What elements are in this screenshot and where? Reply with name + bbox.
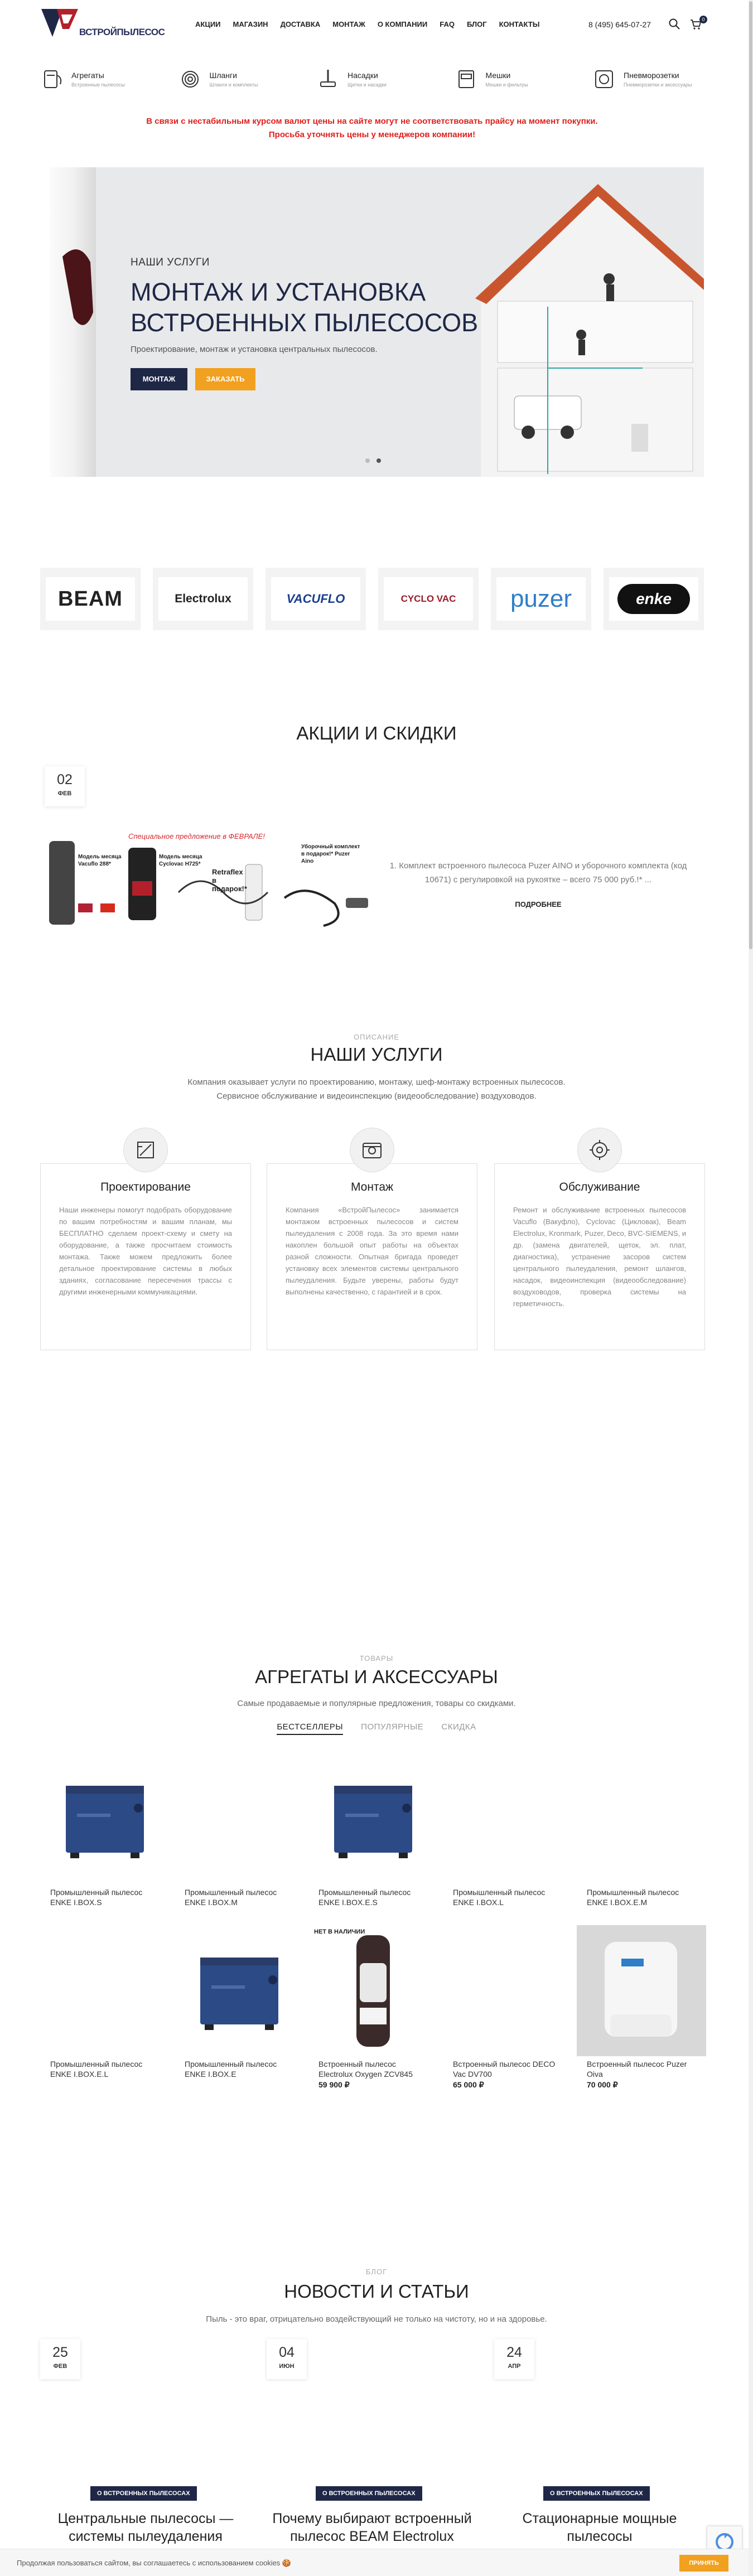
category-nozzles[interactable]	[316, 62, 428, 96]
product-card[interactable]	[308, 1753, 438, 1920]
out-of-stock-badge: НЕТ В НАЛИЧИИ	[314, 1929, 365, 1935]
service-title: Монтаж	[350, 1181, 394, 1193]
cart-count-badge: 0	[699, 16, 707, 23]
news-title: НОВОСТИ И СТАТЬИ	[284, 2281, 469, 2302]
header-phone[interactable]: 8 (495) 645-07-27	[588, 20, 651, 29]
date-day: 02	[57, 772, 73, 787]
category-subtitle: Шланги и комплекты	[209, 82, 258, 88]
services-description	[0, 1075, 753, 1103]
design-icon	[123, 1128, 168, 1172]
nav-item-contacts[interactable]: КОНТАКТЫ	[499, 20, 540, 28]
promo-more-link[interactable]: ПОДРОБНЕЕ	[515, 900, 562, 908]
notice-line-2: Просьба уточнять цены у менеджеров компании!	[268, 130, 476, 139]
service-card-installation[interactable]	[267, 1163, 477, 1350]
product-image[interactable]	[40, 1753, 170, 1884]
search-icon[interactable]	[668, 18, 680, 30]
news-title-line: Почему выбирают встроенный	[272, 2511, 472, 2526]
promo-image[interactable]	[45, 831, 374, 943]
product-name[interactable]: Промышленный пылесос ENKE I.BOX.E.M	[587, 1888, 679, 1907]
nav-item-blog[interactable]: БЛОГ	[466, 20, 487, 28]
date-day: 24	[506, 2345, 522, 2360]
services-title: НАШИ УСЛУГИ	[310, 1044, 443, 1065]
brand-puzer[interactable]	[491, 568, 591, 630]
news-date-1	[40, 2339, 80, 2379]
category-subtitle: Щетки и насадки	[347, 82, 387, 88]
cookie-text: Продолжая пользоваться сайтом, вы соглашаетесь с использованием cookies 🍪	[17, 2559, 292, 2567]
category-sockets[interactable]	[592, 62, 704, 96]
nav-item-delivery[interactable]: ДОСТАВКА	[280, 20, 321, 28]
services-desc-line-1: Компания оказывает услуги по проектированию, монтажу, шеф-монтажу встроенных пылесосов.	[187, 1077, 566, 1087]
brand-vacuflo[interactable]	[266, 568, 366, 630]
brand-name: CYCLO VAC	[400, 593, 456, 604]
hero-slider	[40, 167, 704, 477]
services-desc-line-2: Сервисное обслуживание и видеоинспекцию (видеообследование) воздуховодов.	[216, 1091, 537, 1101]
brand-logos	[40, 568, 704, 630]
news-title-line: системы пылеудаления	[69, 2529, 223, 2544]
news-overline: БЛОГ	[365, 2268, 388, 2276]
products-description: Самые продаваемые и популярные предложения, товары со скидками.	[237, 1699, 516, 1708]
products-overline: ТОВАРЫ	[359, 1654, 394, 1662]
product-card[interactable]	[40, 1753, 170, 1920]
promo-date	[45, 766, 85, 806]
product-card[interactable]	[175, 1925, 304, 2091]
category-hoses[interactable]	[178, 62, 290, 96]
maintenance-icon	[577, 1128, 622, 1172]
product-card[interactable]	[443, 1925, 572, 2091]
category-subtitle: Мешки и фильтры	[485, 82, 528, 88]
product-image[interactable]	[175, 1925, 304, 2056]
product-name[interactable]: Промышленный пылесос ENKE I.BOX.M	[185, 1888, 277, 1907]
tab-discount[interactable]: СКИДКА	[441, 1722, 476, 1732]
hero-description: Проектирование, монтаж и установка центральных пылесосов.	[131, 345, 378, 354]
hero-left-edge	[40, 167, 96, 477]
product-name[interactable]: Встроенный пылесос DECO Vac DV700	[453, 2060, 556, 2079]
nav-item-promos[interactable]: АКЦИИ	[195, 20, 221, 28]
product-image[interactable]	[40, 1925, 170, 2056]
service-text: Компания «ВстройПылесос» занимается монтажом встроенных пылесосов и систем пылеудаления с 2008 года. За это время нами накоплен большой опыт работы на объектах разной сложности. Опытная бригада проведет установку всех элементов системы центрального пылеудаления. Будьте уверены, работы будут выполнены качественно, с гарантией и в срок.	[286, 1206, 458, 1296]
service-title: Обслуживание	[559, 1181, 640, 1193]
brand-electrolux[interactable]	[153, 568, 253, 630]
tab-bestsellers[interactable]: БЕСТСЕЛЛЕРЫ	[277, 1722, 343, 1735]
promo-description: 1. Комплект встроенного пылесоса Puzer AINO и уборочного комплекта (код 10671) с регулировкой на рукоятке – всего 75 000 руб.!* ...	[389, 861, 687, 885]
product-name[interactable]: Промышленный пылесос ENKE I.BOX.E	[185, 2060, 277, 2079]
product-name[interactable]: Промышленный пылесос ENKE I.BOX.L	[453, 1888, 546, 1907]
slider-dot-1[interactable]	[365, 458, 370, 463]
product-image[interactable]	[308, 1753, 438, 1884]
brand-name: puzer	[510, 585, 572, 612]
category-units[interactable]	[40, 62, 152, 96]
promo-gift-1: Retraflex в подарок!*	[212, 868, 247, 893]
hero-title	[131, 277, 478, 338]
category-title: Шланги	[209, 71, 237, 80]
promo-headline: Специальное предложение в ФЕВРАЛЕ!	[128, 832, 265, 840]
product-tabs	[0, 1722, 753, 1732]
currency-notice	[40, 115, 704, 142]
news-title-line: пылесос BEAM Electrolux	[290, 2529, 454, 2544]
cookie-accept-button[interactable]: ПРИНЯТЬ	[679, 2555, 728, 2572]
service-card-design[interactable]	[40, 1163, 251, 1350]
logo-text: ВСТРОЙПЫЛЕСОС	[79, 27, 165, 37]
category-title: Агрегаты	[71, 71, 104, 80]
date-month: ФЕВ	[53, 2363, 67, 2370]
service-title: Проектирование	[100, 1181, 191, 1193]
promos-title: АКЦИИ И СКИДКИ	[296, 723, 457, 743]
house-illustration	[464, 167, 704, 477]
hose-icon	[178, 67, 202, 91]
tab-popular[interactable]: ПОПУЛЯРНЫЕ	[361, 1722, 424, 1732]
service-card-maintenance[interactable]	[494, 1163, 705, 1350]
news-date-3	[494, 2339, 534, 2379]
service-text: Ремонт и обслуживание встроенных пылесосов Vacuflo (Вакуфло), Cyclovac (Цикловак), Beam Electrolux, Kronmark, Puzer, Deco, BVC-SIEMENS, и др. (замена двигателей, щеток, эл. плат, диагностика), устранение засоров систем центрального пылеудаления, ремонт шлангов, насадок, видеоинспекция (видеообследование) воздуховодов, проверка системы на герметичность.	[513, 1206, 686, 1308]
product-price: 59 900 ₽	[318, 2080, 350, 2089]
news-title-line: Стационарные мощные	[522, 2511, 677, 2526]
hero-title-line-2: ВСТРОЕННЫХ ПЫЛЕСОСОВ	[131, 308, 479, 337]
services-overline: ОПИСАНИЕ	[354, 1033, 399, 1041]
product-image[interactable]	[443, 1925, 572, 2056]
product-name[interactable]: Промышленный пылесос ENKE I.BOX.E.L	[50, 2060, 143, 2079]
news-article-title-1[interactable]	[40, 2510, 251, 2545]
page-scrollbar-thumb[interactable]	[749, 1, 752, 949]
product-image[interactable]	[308, 1925, 438, 2056]
news-description: Пыль - это враг, отрицательно воздействующий не только на чистоту, но и на здоровье.	[206, 2314, 547, 2324]
date-month: ИЮН	[279, 2363, 295, 2370]
promo-gift-2: Уборочный комплект в подарок!* Puzer Aino	[301, 844, 360, 864]
nav-item-shop[interactable]: МАГАЗИН	[233, 20, 268, 28]
product-name[interactable]: Промышленный пылесос ENKE I.BOX.S	[50, 1888, 143, 1907]
product-card[interactable]	[40, 1925, 170, 2091]
hero-side-image	[40, 167, 96, 477]
cookie-bar	[0, 2549, 753, 2576]
category-subtitle: Пневморозетки и аксессуары	[624, 82, 692, 88]
installation-icon	[350, 1128, 394, 1172]
brand-cyclovac[interactable]	[378, 568, 479, 630]
logo-mark-icon	[40, 4, 79, 41]
news-tag-1[interactable]: О ВСТРОЕННЫХ ПЫЛЕСОСАХ	[90, 2486, 197, 2501]
category-title: Мешки	[485, 71, 511, 80]
promo-model-2: Модель месяца Cyclovac H725*	[159, 854, 202, 867]
category-title: Насадки	[347, 71, 378, 80]
news-tag-2[interactable]: О ВСТРОЕННЫХ ПЫЛЕСОСАХ	[316, 2486, 422, 2501]
slider-dot-2[interactable]	[376, 458, 381, 463]
hero-order-button[interactable]: ЗАКАЗАТЬ	[195, 368, 255, 390]
product-image[interactable]	[577, 1925, 706, 2056]
date-month: АПР	[508, 2363, 521, 2370]
brand-enke[interactable]	[604, 568, 704, 630]
brand-name: Electrolux	[175, 592, 231, 605]
product-price: 70 000 ₽	[587, 2080, 618, 2089]
slider-dots	[365, 458, 381, 463]
news-article-title-3[interactable]	[494, 2510, 705, 2545]
site-logo[interactable]	[40, 4, 165, 44]
nav-item-installation[interactable]: МОНТАЖ	[332, 20, 365, 28]
product-card[interactable]	[175, 1753, 304, 1920]
news-date-2	[267, 2339, 307, 2379]
notice-line-1: В связи с нестабильным курсом валют цены на сайте могут не соответствовать прайсу на момент покупки.	[146, 117, 598, 126]
news-title-line: пылесосы	[567, 2529, 633, 2544]
category-bar	[40, 62, 704, 96]
product-card[interactable]	[577, 1753, 706, 1920]
date-day: 04	[279, 2345, 295, 2360]
brand-name: VACUFLO	[286, 592, 345, 606]
category-subtitle: Встроенные пылесосы	[71, 82, 125, 88]
nozzle-icon	[316, 67, 340, 91]
socket-icon	[592, 67, 616, 91]
nav-item-faq[interactable]: FAQ	[440, 20, 455, 28]
product-name[interactable]: Встроенный пылесос Electrolux Oxygen ZCV845	[318, 2060, 413, 2079]
hero-title-line-1: МОНТАЖ И УСТАНОВКА	[131, 278, 426, 306]
product-name[interactable]: Встроенный пылесос Puzer Oiva	[587, 2060, 687, 2079]
product-card[interactable]	[443, 1753, 572, 1920]
product-name[interactable]: Промышленный пылесос ENKE I.BOX.E.S	[318, 1888, 411, 1907]
nav-item-about[interactable]: О КОМПАНИИ	[377, 20, 428, 28]
category-title: Пневморозетки	[624, 71, 679, 80]
product-image[interactable]	[443, 1753, 572, 1884]
date-month: ФЕВ	[57, 790, 72, 797]
brand-name: BEAM	[58, 587, 123, 611]
service-text: Наши инженеры помогут подобрать оборудование по вашим потребностям и вашим планам, мы БЕСПЛАТНО сделаем проект-схему и смету на оборудование, а также просчитаем стоимость монтажа. Также можем предложить более детальное проектирование системы в любых зданиях, согласование пересечения трассы с другими инженерными коммуникациями.	[59, 1206, 232, 1296]
promo-model-1: Модель месяца Vacuflo 288*	[78, 854, 122, 867]
product-card[interactable]	[308, 1925, 438, 2091]
product-price: 65 000 ₽	[453, 2080, 484, 2089]
category-bags[interactable]	[455, 62, 566, 96]
brand-name: enke	[617, 584, 690, 614]
news-tag-3[interactable]: О ВСТРОЕННЫХ ПЫЛЕСОСАХ	[543, 2486, 650, 2501]
products-title: АГРЕГАТЫ И АКСЕССУАРЫ	[255, 1666, 498, 1687]
news-title-line: Центральные пылесосы —	[57, 2511, 234, 2526]
main-nav	[195, 20, 539, 28]
unit-icon	[40, 67, 64, 91]
date-day: 25	[52, 2345, 68, 2360]
news-article-title-2[interactable]	[267, 2510, 477, 2545]
brand-beam[interactable]	[40, 568, 141, 630]
product-card[interactable]	[577, 1925, 706, 2091]
bag-icon	[455, 67, 478, 91]
hero-installation-button[interactable]: МОНТАЖ	[131, 368, 187, 390]
hero-subtitle: НАШИ УСЛУГИ	[131, 257, 210, 268]
product-image[interactable]	[577, 1753, 706, 1884]
product-image[interactable]	[175, 1753, 304, 1884]
